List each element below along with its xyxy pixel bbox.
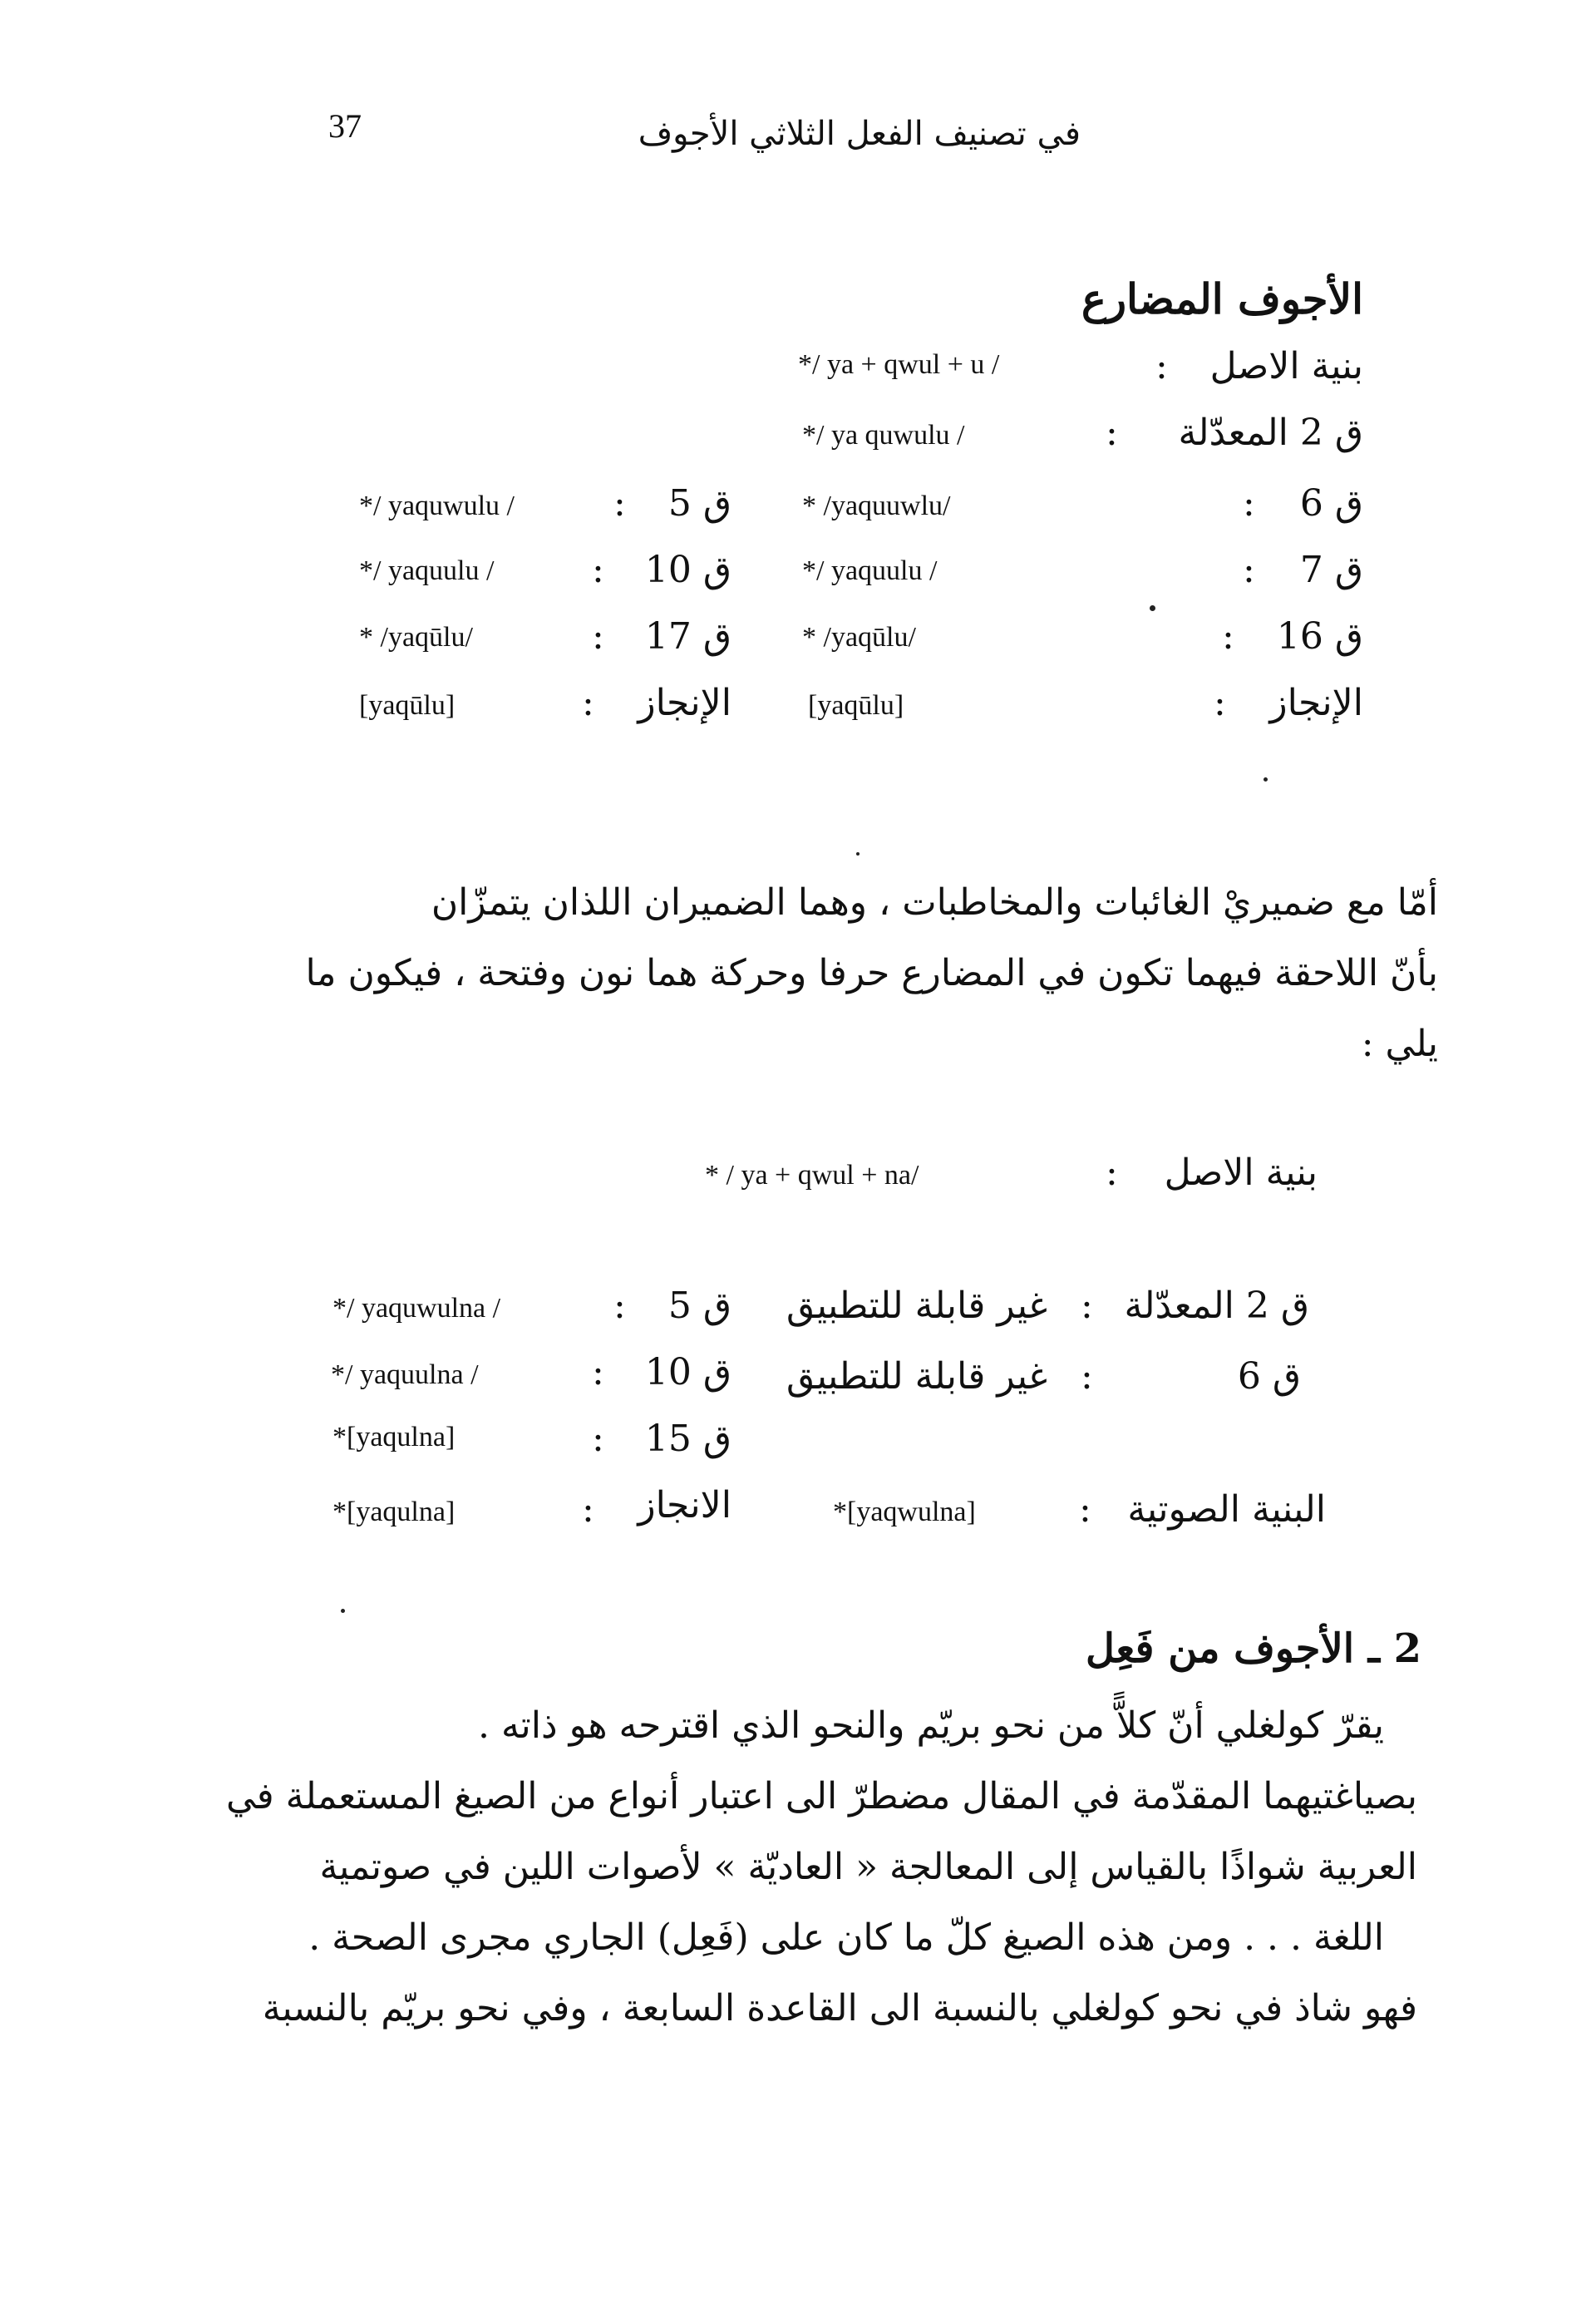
base-structure-label: بنية الاصل [1164, 1152, 1318, 1194]
derivation-form: */ yaquulu / [359, 555, 495, 586]
scan-speck [1264, 777, 1268, 782]
base-structure-form: * / ya + qwul + na/ [705, 1160, 919, 1191]
rule-label: ق 17 [644, 615, 732, 658]
page-number: 37 [328, 107, 362, 145]
colon: : [592, 1418, 604, 1460]
realization-label: الإنجاز [638, 682, 732, 724]
colon: : [1214, 682, 1226, 724]
section-title-present: الأجوف المضارع [1081, 274, 1363, 323]
colon: : [582, 682, 594, 724]
colon: : [1081, 1355, 1093, 1398]
realization-label: الانجاز [638, 1484, 732, 1526]
colon: : [613, 1285, 626, 1327]
rule-label: ق 16 [1276, 615, 1363, 658]
paragraph-line: بأنّ اللاحقة فيهما تكون في المضارع حرفا وحركة هما نون وفتحة ، فيكون ما [305, 952, 1438, 994]
rule2-form: */ ya quwulu / [802, 420, 965, 451]
realization-form: [yaqūlu] [359, 690, 456, 721]
section-heading: 2 ـ الأجوف من فَعِل [1086, 1625, 1421, 1672]
colon: : [1106, 412, 1118, 454]
paragraph-line: يقرّ كولغلي أنّ كلاًّ من نحو بريّم والنحو الذي اقترحه هو ذاته . [477, 1704, 1384, 1747]
rule2-label: ق 2 المعدّلة [1178, 412, 1363, 454]
derivation-form: * /yaqūlu/ [802, 622, 916, 653]
derivation-form: */ yaquulu / [802, 555, 938, 586]
colon: : [1106, 1152, 1118, 1194]
colon: : [1081, 1285, 1093, 1327]
colon: : [592, 615, 604, 658]
colon: : [613, 482, 626, 525]
paragraph-line: يلي : [1361, 1023, 1438, 1065]
rule-label: ق 7 [1299, 549, 1363, 591]
colon: : [1079, 1488, 1091, 1531]
colon: : [1222, 615, 1234, 658]
rule-label: ق 10 [644, 549, 732, 591]
colon: : [592, 549, 604, 591]
base-structure-label: بنية الاصل [1209, 345, 1363, 387]
colon: : [582, 1488, 594, 1531]
paragraph-line: فهو شاذ في نحو كولغلي بالنسبة الى القاعدة السابعة ، وفي نحو بريّم بالنسبة [262, 1987, 1417, 2029]
colon: : [1243, 549, 1255, 591]
realization-form: [yaqūlu] [808, 690, 904, 721]
scan-speck [341, 1609, 345, 1613]
base-structure-form: */ ya + qwul + u / [798, 349, 1000, 380]
paragraph-line: العربية شواذًا بالقياس إلى المعالجة « العاديّة » لأصوات اللين في صوتمية [319, 1846, 1417, 1888]
scan-speck [1150, 605, 1155, 611]
realization-form: *[yaqulna] [332, 1497, 456, 1527]
derivation-form: * /yaqūlu/ [359, 622, 473, 653]
not-applicable-text: غير قابلة للتطبيق [786, 1285, 1047, 1327]
rule-label: ق 6 [1237, 1355, 1301, 1398]
derivation-form: */ yaquwulna / [332, 1293, 501, 1324]
paragraph-line: أمّا مع ضميريْ الغائبات والمخاطبات ، وهما الضميران اللذان يتمزّان [431, 881, 1438, 924]
realization-label: الإنجاز [1269, 682, 1363, 724]
derivation-form: */ yaquulna / [331, 1359, 479, 1390]
not-applicable-text: غير قابلة للتطبيق [786, 1355, 1047, 1398]
colon: : [592, 1351, 604, 1393]
colon: : [1155, 345, 1168, 387]
derivation-form: *[yaqulna] [332, 1422, 456, 1452]
scan-speck [856, 852, 860, 856]
rule-label: ق 5 [667, 1285, 732, 1327]
colon: : [1243, 482, 1255, 525]
derivation-form: */ yaquwulu / [359, 491, 515, 521]
rule-label: ق 6 [1299, 482, 1363, 525]
rule-label: ق 2 المعدّلة [1124, 1285, 1309, 1327]
rule-label: ق 15 [644, 1418, 732, 1460]
phonetic-structure-label: البنية الصوتية [1127, 1488, 1326, 1531]
rule-label: ق 5 [667, 482, 732, 525]
paragraph-line: بصياغتيهما المقدّمة في المقال مضطرّ الى اعتبار أنواع من الصيغ المستعملة في [225, 1775, 1417, 1817]
paragraph-line: اللغة . . . ومن هذه الصيغ كلّ ما كان على (فَعِل) الجاري مجرى الصحة . [308, 1916, 1384, 1959]
running-title: في تصنيف الفعل الثلاثي الأجوف [638, 115, 1081, 153]
rule-label: ق 10 [644, 1351, 732, 1393]
phonetic-structure-form: *[yaqwulna] [833, 1497, 976, 1527]
derivation-form: * /yaquuwlu/ [802, 491, 951, 521]
